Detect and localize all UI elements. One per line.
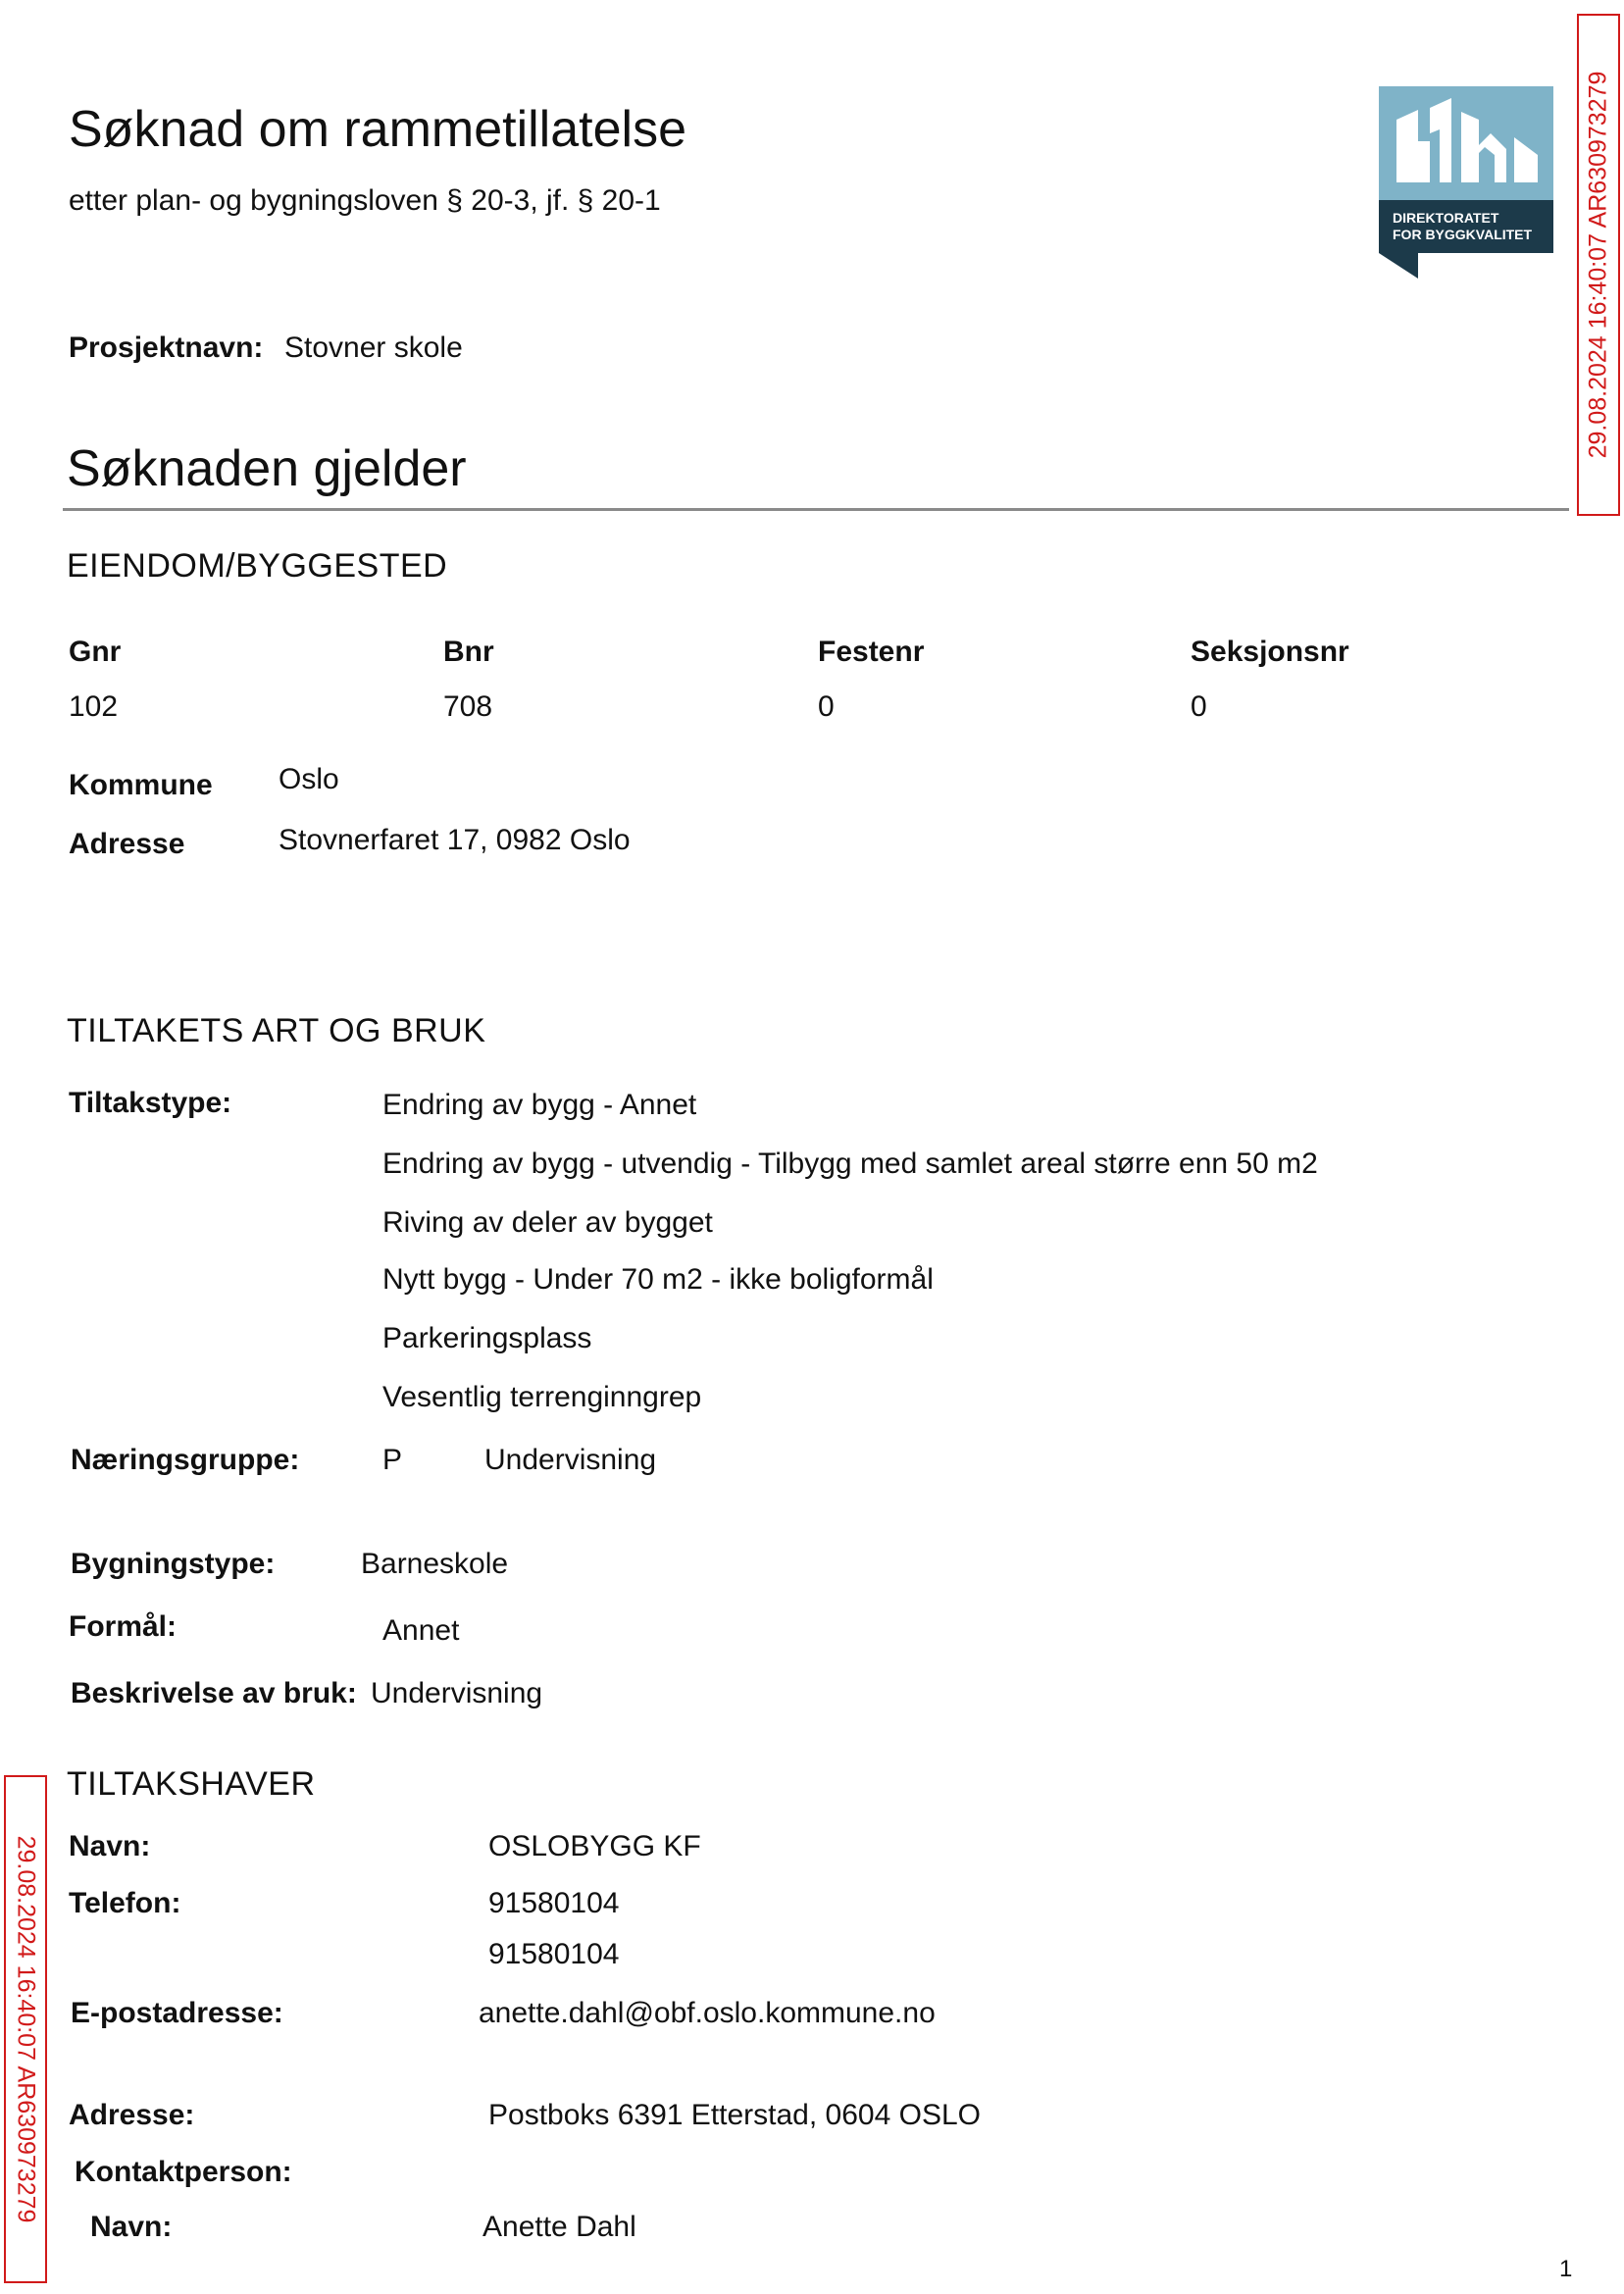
kontaktperson-navn-value: Anette Dahl bbox=[482, 2211, 636, 2243]
bnr-value: 708 bbox=[443, 690, 493, 723]
logo-text-line1: DIREKTORATET bbox=[1393, 210, 1499, 226]
kommune-value: Oslo bbox=[279, 763, 339, 795]
dibk-logo-icon bbox=[1379, 86, 1553, 279]
tiltakstype-item: Nytt bygg - Under 70 m2 - ikke boligformål bbox=[382, 1263, 934, 1296]
festenr-value: 0 bbox=[818, 690, 835, 723]
naeringsgruppe-label: Næringsgruppe: bbox=[71, 1444, 300, 1476]
formal-value: Annet bbox=[382, 1614, 460, 1647]
kontaktperson-navn-label: Navn: bbox=[90, 2211, 173, 2243]
naeringsgruppe-value: Undervisning bbox=[484, 1444, 657, 1476]
archive-stamp-bottom bbox=[4, 1775, 47, 2283]
adresse-value: Stovnerfaret 17, 0982 Oslo bbox=[279, 824, 631, 856]
page-number: 1 bbox=[1559, 2256, 1573, 2282]
tiltakstype-item: Endring av bygg - utvendig - Tilbygg med samlet areal større enn 50 m2 bbox=[382, 1147, 1318, 1180]
epost-label: E-postadresse: bbox=[71, 1997, 283, 2029]
tiltakstype-item: Riving av deler av bygget bbox=[382, 1206, 713, 1239]
kommune-label: Kommune bbox=[69, 769, 213, 801]
formal-label: Formål: bbox=[69, 1610, 178, 1643]
project-label: Prosjektnavn: bbox=[69, 331, 264, 364]
tiltakshaver-adresse-label: Adresse: bbox=[69, 2099, 195, 2131]
epost-value: anette.dahl@obf.oslo.kommune.no bbox=[479, 1997, 936, 2029]
seksjonsnr-label: Seksjonsnr bbox=[1191, 636, 1349, 668]
beskrivelse-label: Beskrivelse av bruk: bbox=[71, 1677, 357, 1709]
archive-stamp-top bbox=[1577, 14, 1620, 516]
bnr-label: Bnr bbox=[443, 636, 494, 668]
section-tiltakshaver-heading: TILTAKSHAVER bbox=[67, 1765, 316, 1803]
gnr-value: 102 bbox=[69, 690, 119, 723]
gnr-label: Gnr bbox=[69, 636, 122, 668]
heading-divider bbox=[63, 508, 1569, 511]
navn-label: Navn: bbox=[69, 1830, 151, 1862]
main-heading: Søknaden gjelder bbox=[67, 440, 467, 497]
tiltakstype-item: Parkeringsplass bbox=[382, 1322, 592, 1354]
tiltakstype-item: Vesentlig terrenginngrep bbox=[382, 1381, 702, 1413]
kontaktperson-label: Kontaktperson: bbox=[75, 2156, 292, 2188]
festenr-label: Festenr bbox=[818, 636, 925, 668]
section-tiltak-heading: TILTAKETS ART OG BRUK bbox=[67, 1012, 486, 1049]
archive-stamp-bottom-text: 29.08.2024 16:40:07 AR630973279 bbox=[12, 1835, 40, 2223]
adresse-label: Adresse bbox=[69, 828, 185, 860]
seksjonsnr-value: 0 bbox=[1191, 690, 1207, 723]
document-title: Søknad om rammetillatelse bbox=[69, 101, 686, 158]
navn-value: OSLOBYGG KF bbox=[488, 1830, 701, 1862]
tiltakstype-item: Endring av bygg - Annet bbox=[382, 1089, 697, 1121]
archive-stamp-top-text: 29.08.2024 16:40:07 AR630973279 bbox=[1584, 71, 1612, 459]
beskrivelse-value: Undervisning bbox=[371, 1677, 543, 1709]
tiltakshaver-adresse-value: Postboks 6391 Etterstad, 0604 OSLO bbox=[488, 2099, 981, 2131]
logo-text-line2: FOR BYGGKVALITET bbox=[1393, 227, 1533, 242]
tiltakstype-label: Tiltakstype: bbox=[69, 1087, 232, 1119]
telefon-value: 91580104 bbox=[488, 1887, 620, 1919]
telefon-value: 91580104 bbox=[488, 1938, 620, 1970]
telefon-label: Telefon: bbox=[69, 1887, 181, 1919]
bygningstype-label: Bygningstype: bbox=[71, 1548, 276, 1580]
document-subtitle: etter plan- og bygningsloven § 20-3, jf. § 20-1 bbox=[69, 184, 661, 217]
naeringsgruppe-code: P bbox=[382, 1444, 403, 1476]
section-eiendom-heading: EIENDOM/BYGGESTED bbox=[67, 547, 448, 585]
dibk-logo bbox=[1379, 86, 1553, 279]
bygningstype-value: Barneskole bbox=[361, 1548, 509, 1580]
project-value: Stovner skole bbox=[284, 331, 463, 364]
